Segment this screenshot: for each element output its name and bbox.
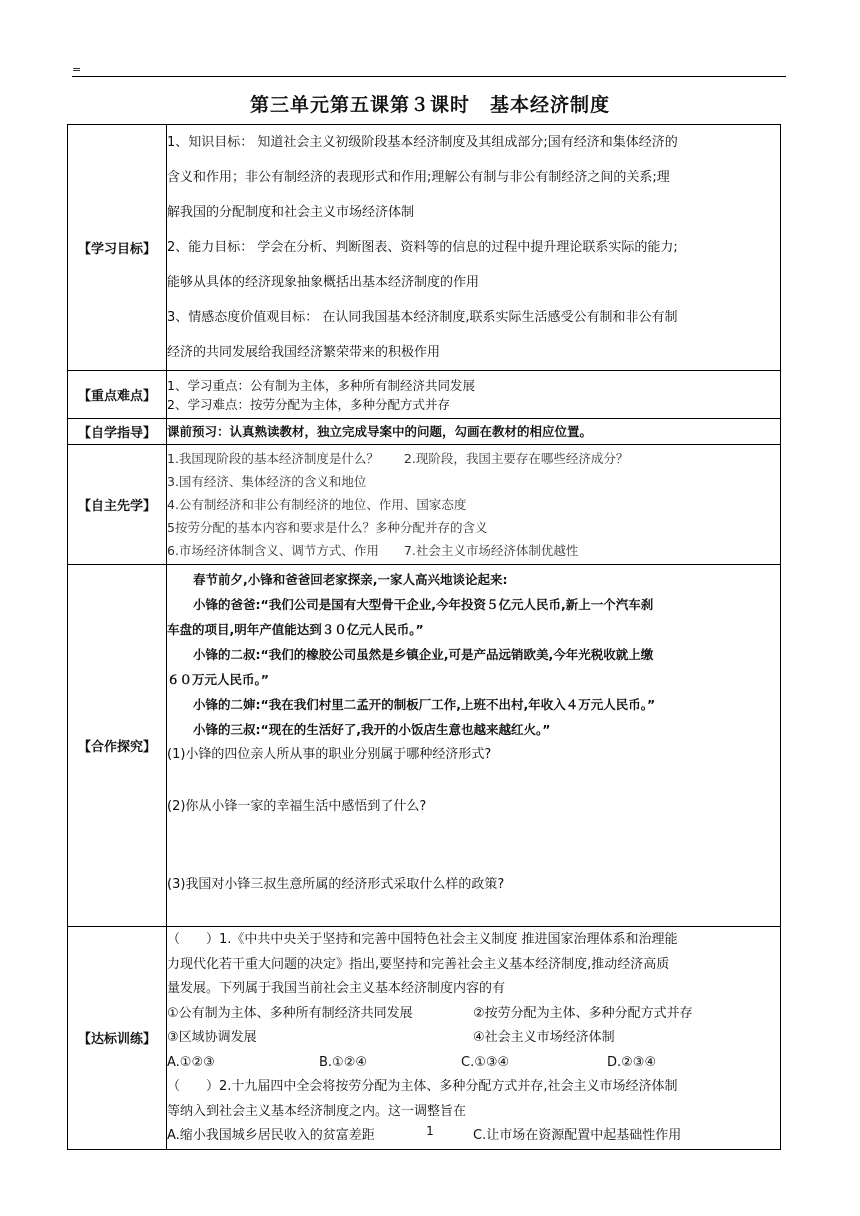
header-mark: =: [72, 63, 82, 76]
option-c: C.让市场在资源配置中起基础性作用: [473, 1128, 682, 1143]
self-study-line: 5按劳分配的基本内容和要求是什么？多种分配并存的含义: [167, 520, 488, 535]
drill-label: 【达标训练】: [68, 927, 167, 1150]
row-self-study: [68, 445, 781, 565]
option-b: B.①②④: [319, 1054, 368, 1070]
option-a: A.缩小我国城乡居民收入的贫富差距: [167, 1128, 375, 1143]
drill-q1-item: ③区域协调发展: [167, 1030, 257, 1045]
option-a: A.①②③: [167, 1054, 215, 1070]
page-title: 第三单元第五课第３课时 基本经济制度: [249, 94, 610, 116]
drill-q1-items-row: [167, 1002, 780, 1027]
self-guide-label: 【自学指导】: [68, 419, 167, 445]
option-d: D.②③④: [607, 1054, 657, 1070]
drill-q1-item: ④社会主义市场经济体制: [473, 1030, 615, 1045]
page-number: 1: [426, 1124, 434, 1138]
story-line: 春节前夕,小锋和爸爸回老家探亲,一家人高兴地谈论起来:: [193, 572, 508, 587]
lesson-table: [67, 124, 781, 1150]
cooperate-label: 【合作探究】: [68, 565, 167, 927]
objectives-content: [167, 125, 781, 371]
key-point-line: 2、学习难点：按劳分配为主体，多种分配方式并存: [167, 396, 450, 412]
key-point-line: 1、学习重点：公有制为主体，多种所有制经济共同发展: [167, 377, 475, 393]
drill-q1-line: 量发展。下列属于我国当前社会主义基本经济制度内容的有: [167, 981, 506, 996]
self-study-line: 6.市场经济体制含义、调节方式、作用 7.社会主义市场经济体制优越性: [167, 543, 579, 558]
self-study-line: 3.国有经济、集体经济的含义和地位: [167, 474, 367, 489]
objectives-line: 解我国的分配制度和社会主义市场经济体制: [167, 205, 415, 220]
header-rule: [72, 76, 786, 77]
objectives-line: 1、知识目标： 知道社会主义初级阶段基本经济制度及其组成部分;国有经济和集体经济的: [167, 135, 678, 150]
key-points-label: 【重点难点】: [68, 371, 167, 419]
drill-q1-item: ②按劳分配为主体、多种分配方式并存: [473, 1005, 693, 1021]
self-study-line: 4.公有制经济和非公有制经济的地位、作用、国家态度: [167, 497, 467, 512]
objectives-line: 含义和作用；非公有制经济的表现形式和作用;理解公有制与非公有制经济之间的关系;理: [167, 170, 670, 185]
drill-q2-line: 等纳入到社会主义基本经济制度之内。这一调整旨在: [167, 1103, 467, 1119]
row-self-guide: [68, 419, 781, 445]
key-points-content: [167, 371, 781, 419]
question-3: (3)我国对小锋三叔生意所属的经济形式采取什么样的政策?: [167, 877, 505, 892]
question-1: (1)小锋的四位亲人所从事的职业分别属于哪种经济形式?: [167, 747, 492, 762]
drill-q2-line: （ ）2.十九届四中全会将按劳分配为主体、多种分配方式并存,社会主义市场经济体制: [167, 1079, 678, 1094]
objectives-line: 能够从具体的经济现象抽象概括出基本经济制度的作用: [167, 275, 480, 290]
answer-space: [167, 768, 780, 794]
self-guide-content: [167, 419, 781, 445]
option-c: C.①③④: [461, 1054, 510, 1070]
drill-q1-line: （ ）1.《中共中央关于坚持和完善中国特色社会主义制度 推进国家治理体系和治理能: [167, 932, 678, 947]
self-study-line: 1.我国现阶段的基本经济制度是什么？ 2.现阶段，我国主要存在哪些经济成分？: [167, 451, 629, 466]
drill-q1-items-row: [167, 1026, 780, 1051]
drill-q1-line: 力现代化若干重大问题的决定》指出,要坚持和完善社会主义基本经济制度,推动经济高质: [167, 956, 670, 972]
answer-space: [167, 820, 780, 846]
story-line: ６０万元人民币。”: [167, 672, 269, 687]
row-key-points: [68, 371, 781, 419]
objectives-label: 【学习目标】: [68, 125, 167, 371]
question-2: (2)你从小锋一家的幸福生活中感悟到了什么?: [167, 799, 427, 814]
row-drill: [68, 927, 781, 1150]
self-study-label: 【自主先学】: [68, 445, 167, 565]
objectives-line: 3、情感态度价值观目标： 在认同我国基本经济制度,联系实际生活感受公有制和非公有制: [167, 310, 678, 325]
row-objectives: [68, 125, 781, 371]
story-line: 小锋的爸爸:“我们公司是国有大型骨干企业,今年投资５亿元人民币,新上一个汽车刹: [193, 597, 654, 612]
self-study-content: [167, 445, 781, 565]
objectives-line: 经济的共同发展给我国经济繁荣带来的积极作用: [167, 345, 441, 360]
story-line: 小锋的三叔:“现在的生活好了,我开的小饭店生意也越来越红火。”: [193, 722, 551, 737]
answer-space: [167, 846, 780, 872]
drill-q1-item: ①公有制为主体、多种所有制经济共同发展: [167, 1005, 413, 1021]
drill-content: [167, 927, 781, 1150]
drill-q1-options: [167, 1051, 780, 1076]
row-cooperate: [68, 565, 781, 927]
story-line: 小锋的二婶:“我在我们村里二孟开的制板厂工作,上班不出村,年收入４万元人民币。”: [193, 697, 656, 712]
story-line: 车盘的项目,明年产值能达到３０亿元人民币。”: [167, 622, 424, 637]
self-guide-text: 课前预习：认真熟读教材，独立完成导案中的问题，勾画在教材的相应位置。: [167, 424, 593, 439]
objectives-line: 2、能力目标： 学会在分析、判断图表、资料等的信息的过程中提升理论联系实际的能力;: [167, 240, 678, 255]
story-line: 小锋的二叔:“我们的橡胶公司虽然是乡镇企业,可是产品远销欧美,今年光税收就上缴: [193, 647, 654, 662]
cooperate-content: [167, 565, 781, 927]
